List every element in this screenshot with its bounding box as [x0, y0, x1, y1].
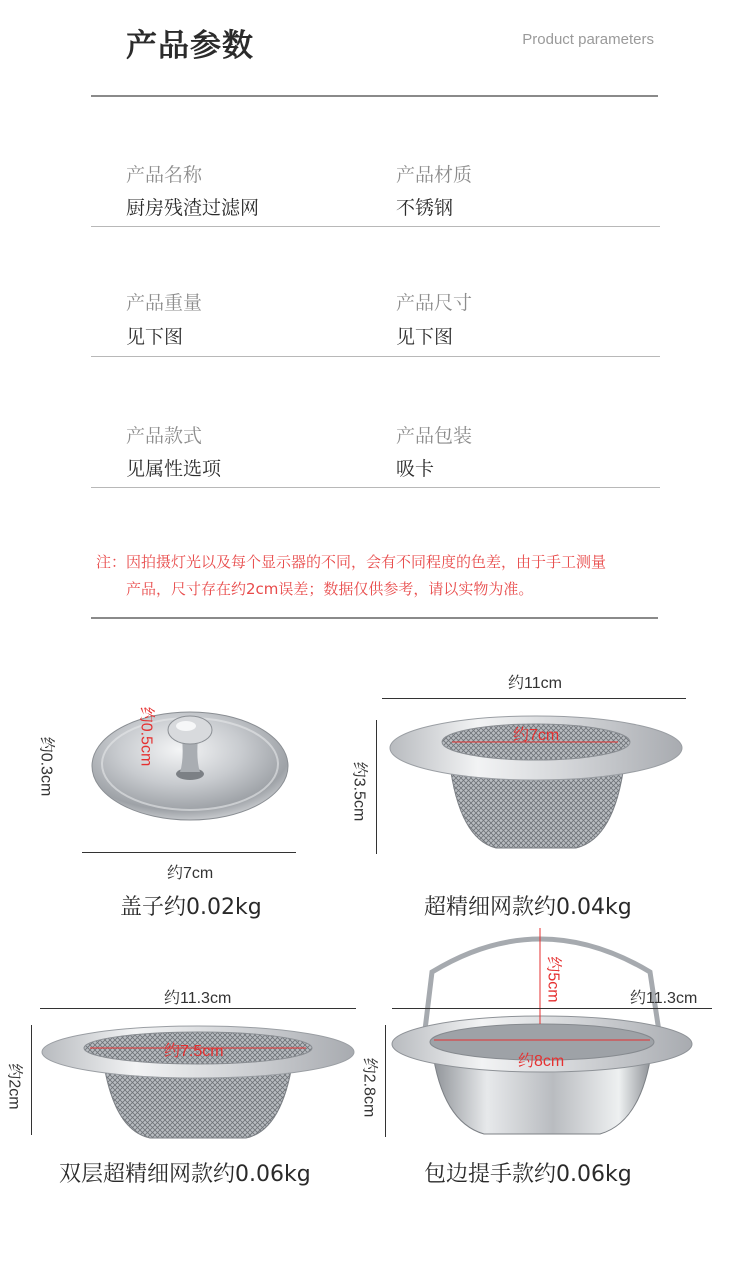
double-layer-outer-line — [40, 1008, 356, 1009]
fine-mesh-height-dimension: 约3.5cm — [350, 761, 368, 822]
param-value-name: 厨房残渣过滤网 — [126, 197, 260, 219]
double-layer-inner-dimension: 约7.5cm — [164, 1043, 224, 1060]
handle-outer-line — [392, 1008, 712, 1009]
double-layer-outer-dimension: 约11.3cm — [164, 990, 232, 1007]
handle-height-dimension: 约5cm — [544, 956, 562, 1003]
param-value-material: 不锈钢 — [396, 197, 454, 219]
param-label-name: 产品名称 — [126, 164, 203, 186]
fine-mesh-caption: 超精细网款约0.04kg — [424, 895, 632, 920]
param-label-material: 产品材质 — [396, 164, 473, 186]
note-divider — [91, 617, 658, 619]
lid-height-dimension: 约0.3cm — [37, 736, 55, 797]
lid-width-line — [82, 852, 296, 853]
handle-caption: 包边提手款约0.06kg — [424, 1162, 632, 1187]
page-subtitle: Product parameters — [522, 31, 654, 48]
param-label-style: 产品款式 — [126, 425, 203, 447]
handle-inner-dimension: 约8cm — [518, 1053, 565, 1070]
param-value-weight: 见下图 — [126, 326, 184, 348]
note-line-1: 注：因拍摄灯光以及每个显示器的不同，会有不同程度的色差，由于手工测量 — [96, 553, 607, 571]
param-label-size: 产品尺寸 — [396, 292, 473, 314]
fine-mesh-outer-line — [382, 698, 686, 699]
handle-height-line — [385, 1025, 386, 1137]
header-divider — [91, 95, 658, 97]
fine-mesh-outer-dimension: 约11cm — [508, 675, 562, 692]
param-label-weight: 产品重量 — [126, 292, 203, 314]
double-layer-height-line — [31, 1025, 32, 1135]
lid-knob-dimension: 约0.5cm — [137, 706, 155, 767]
row-divider — [91, 487, 660, 488]
double-layer-height-dimension: 约2cm — [5, 1063, 23, 1110]
double-layer-caption: 双层超精细网款约0.06kg — [59, 1162, 311, 1187]
handle-outer-dimension: 约11.3cm — [630, 990, 698, 1007]
row-divider — [91, 356, 660, 357]
fine-mesh-inner-dimension: 约7cm — [513, 727, 560, 744]
param-value-style: 见属性选项 — [126, 458, 222, 480]
fine-mesh-height-line — [376, 720, 377, 854]
param-label-package: 产品包装 — [396, 425, 473, 447]
handle-bowl-height-dimension: 约2.8cm — [360, 1057, 378, 1118]
param-value-package: 吸卡 — [396, 458, 435, 480]
disclaimer-note — [96, 549, 676, 603]
row-divider — [91, 226, 660, 227]
param-value-size: 见下图 — [396, 326, 454, 348]
lid-width-dimension: 约7cm — [167, 865, 214, 882]
lid-caption: 盖子约0.02kg — [120, 895, 262, 920]
page-title: 产品参数 — [126, 28, 254, 64]
note-line-2: 产品，尺寸存在约2cm误差；数据仅供参考，请以实物为准。 — [126, 580, 534, 598]
lid-image — [80, 690, 300, 830]
